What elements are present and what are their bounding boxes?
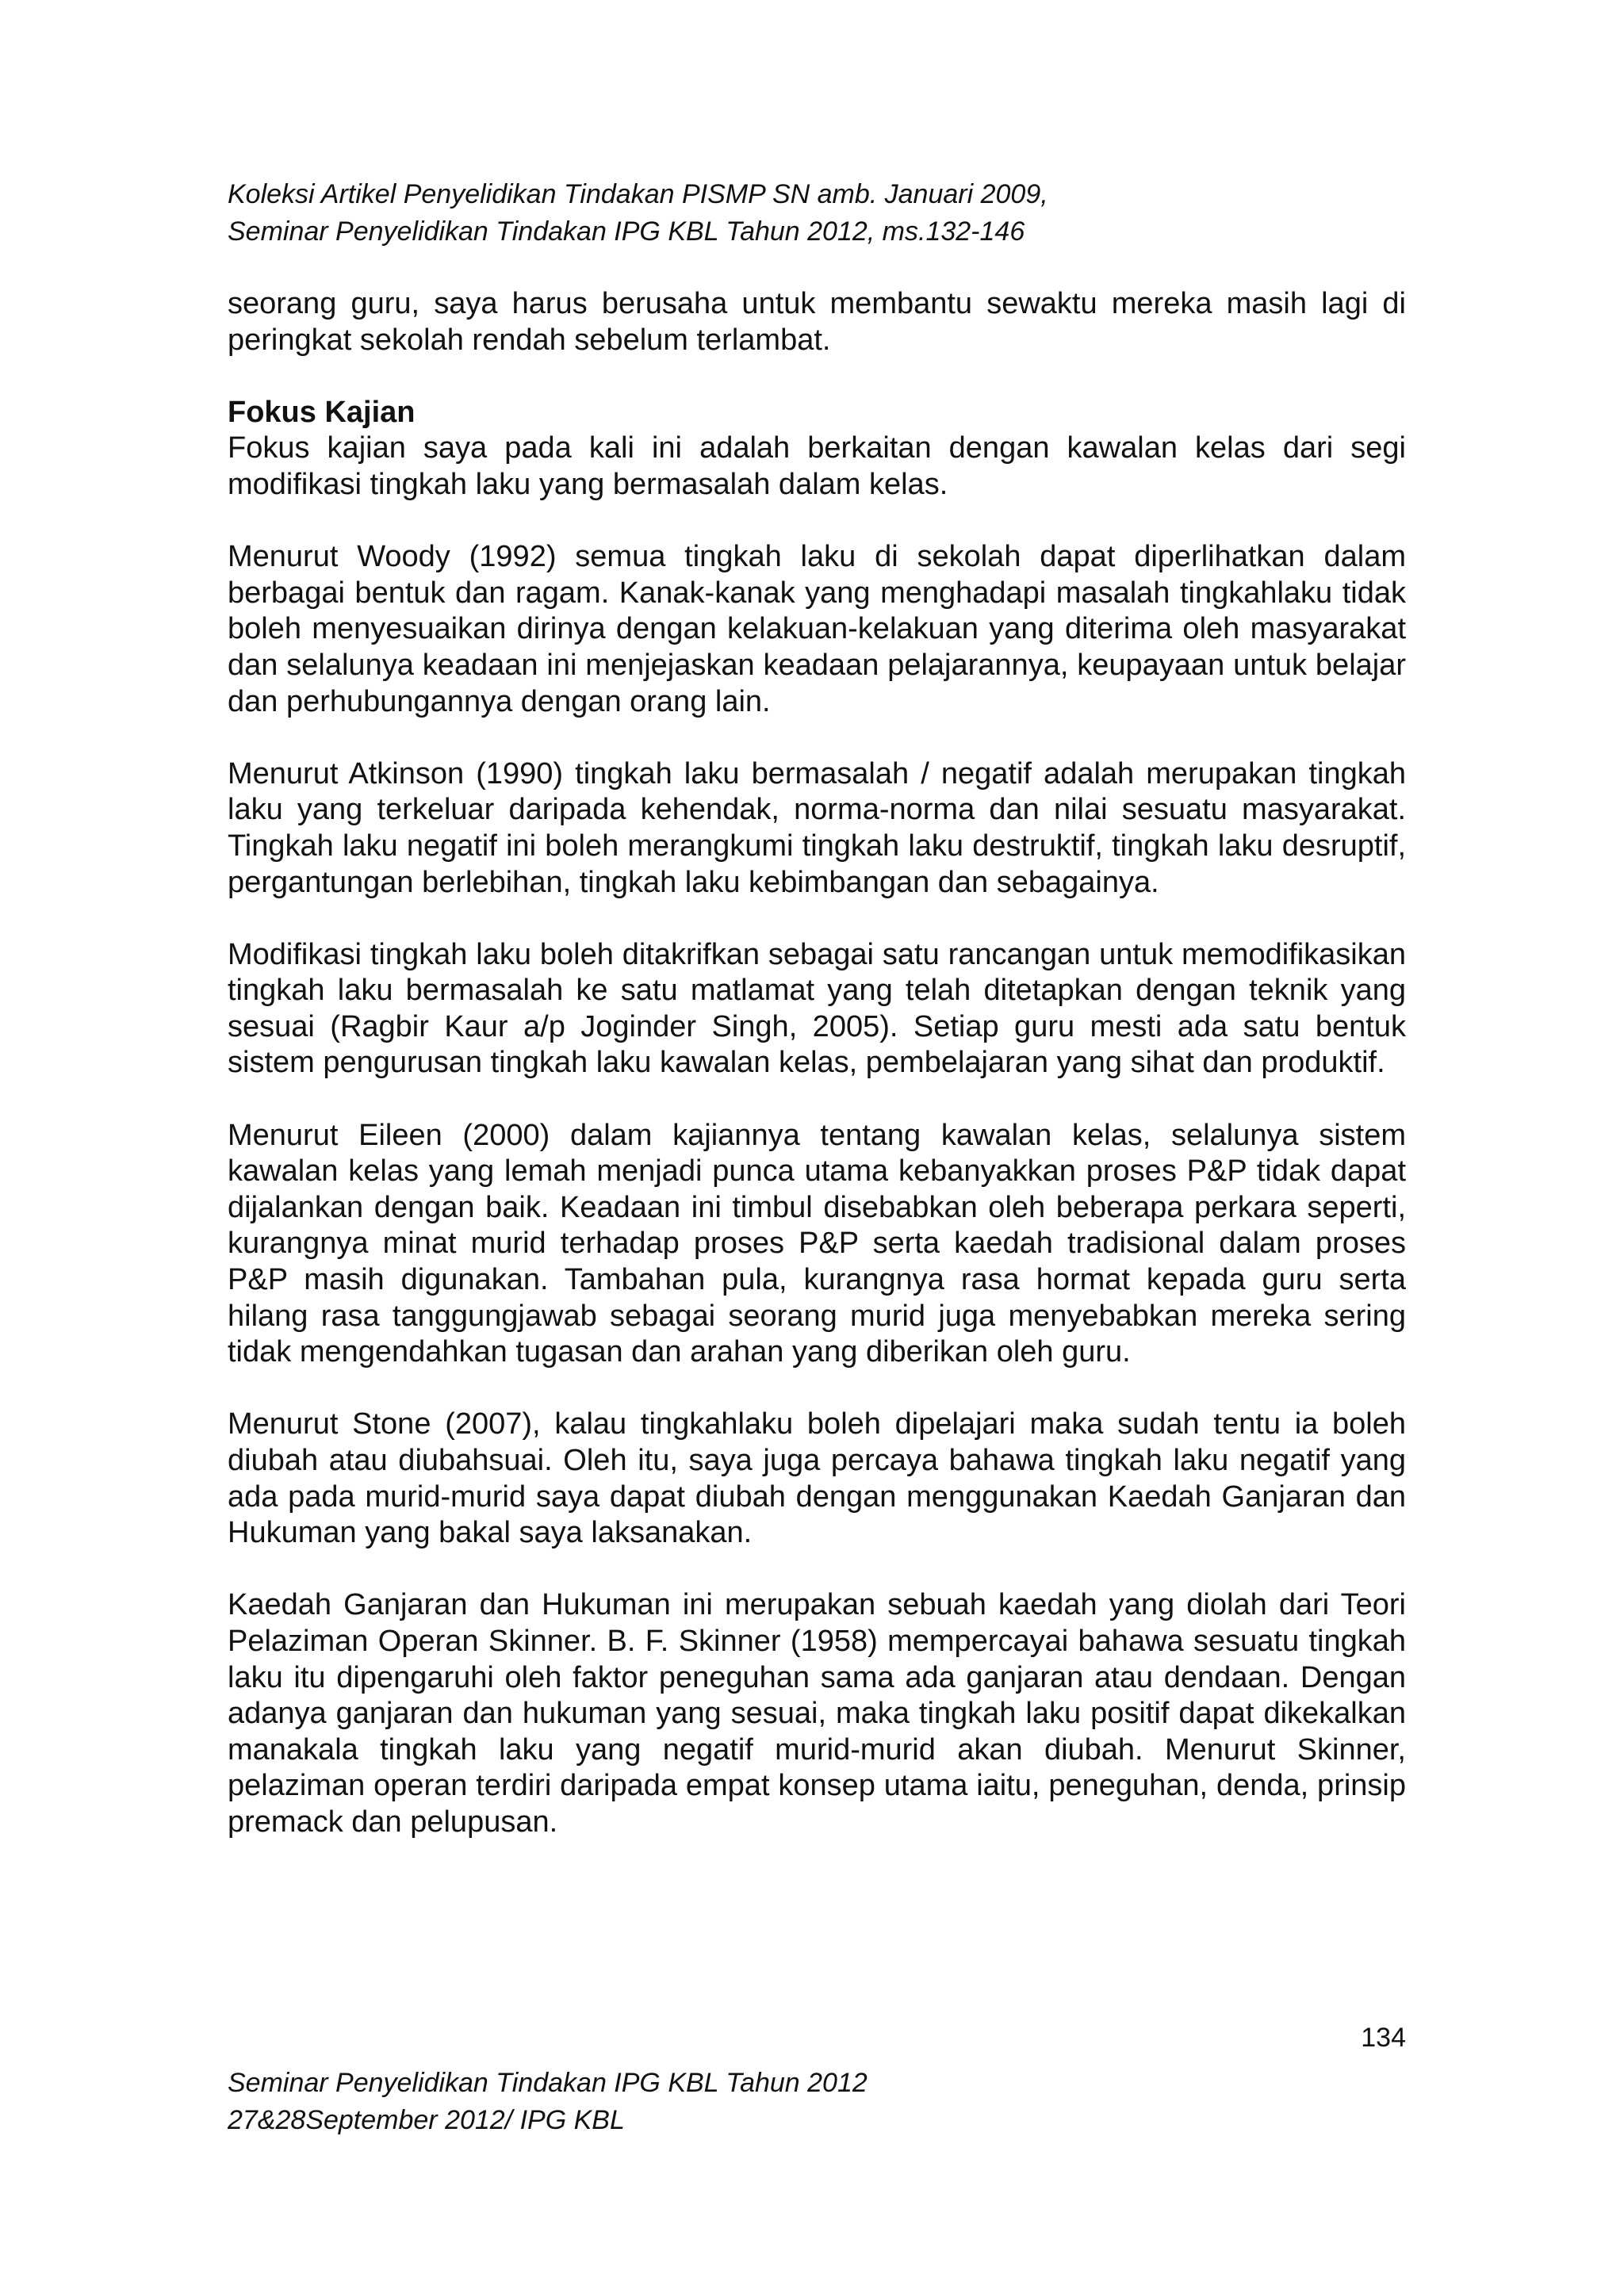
header-line-1: Koleksi Artikel Penyelidikan Tindakan PISMP SN amb. Januari 2009, bbox=[228, 179, 1048, 209]
body-text bbox=[228, 286, 1406, 1841]
paragraph: Menurut Eileen (2000) dalam kajiannya tentang kawalan kelas, selalunya sistem kawalan kelas yang lemah menjadi punca utama kebanyakkan proses P&P tidak dapat dijalankan dengan baik. Keadaan ini timbul disebabkan oleh beberapa perkara seperti, kurangnya minat murid terhadap proses P&P serta kaedah tradisional dalam proses P&P masih digunakan. Tambahan pula, kurangnya rasa hormat kepada guru serta hilang rasa tanggungjawab sebagai seorang murid juga menyebabkan mereka sering tidak mengendahkan tugasan dan arahan yang diberikan oleh guru. bbox=[228, 1118, 1406, 1369]
running-header bbox=[228, 176, 1417, 251]
paragraph: Kaedah Ganjaran dan Hukuman ini merupakan sebuah kaedah yang diolah dari Teori Pelaziman Operan Skinner. B. F. Skinner (1958) mempercayai bahawa sesuatu tingkah laku itu dipengaruhi oleh faktor peneguhan sama ada ganjaran atau dendaan. Dengan adanya ganjaran dan hukuman yang sesuai, maka tingkah laku positif dapat dikekalkan manakala tingkah laku yang negatif murid-murid akan diubah. Menurut Skinner, pelaziman operan terdiri daripada empat konsep utama iaitu, peneguhan, denda, prinsip premack dan pelupusan. bbox=[228, 1588, 1406, 1839]
paragraph: Fokus kajian saya pada kali ini adalah berkaitan dengan kawalan kelas dari segi modifikasi tingkah laku yang bermasalah dalam kelas. bbox=[228, 431, 1406, 501]
footer-line-2: 27&28September 2012/ IPG KBL bbox=[228, 2105, 625, 2135]
footer-line-1: Seminar Penyelidikan Tindakan IPG KBL Tahun 2012 bbox=[228, 2068, 868, 2098]
paragraph: Menurut Atkinson (1990) tingkah laku bermasalah / negatif adalah merupakan tingkah laku yang terkeluar daripada kehendak, norma-norma dan nilai sesuatu masyarakat. Tingkah laku negatif ini boleh merangkumi tingkah laku destruktif, tingkah laku desruptif, pergantungan berlebihan, tingkah laku kebimbangan dan sebagainya. bbox=[228, 756, 1406, 899]
paragraph: Menurut Woody (1992) semua tingkah laku di sekolah dapat diperlihatkan dalam berbagai bentuk dan ragam. Kanak-kanak yang menghadapi masalah tingkahlaku tidak boleh menyesuaikan dirinya dengan kelakuan-kelakuan yang diterima oleh masyarakat dan selalunya keadaan ini menjejaskan keadaan pelajarannya, keupayaan untuk belajar dan perhubungannya dengan orang lain. bbox=[228, 540, 1406, 718]
running-footer bbox=[228, 2065, 1417, 2139]
header-line-2: Seminar Penyelidikan Tindakan IPG KBL Tahun 2012, ms.132-146 bbox=[228, 216, 1025, 247]
page-number: 134 bbox=[1361, 2023, 1406, 2053]
section-heading: Fokus Kajian bbox=[228, 395, 416, 429]
intro-paragraph: seorang guru, saya harus berusaha untuk membantu sewaktu mereka masih lagi di peringkat sekolah rendah sebelum terlambat. bbox=[228, 287, 1406, 357]
paragraph: Modifikasi tingkah laku boleh ditakrifkan sebagai satu rancangan untuk memodifikasikan tingkah laku bermasalah ke satu matlamat yang telah ditetapkan dengan teknik yang sesuai (Ragbir Kaur a/p Joginder Singh, 2005). Setiap guru mesti ada satu bentuk sistem pengurusan tingkah laku kawalan kelas, pembelajaran yang sihat dan produktif. bbox=[228, 937, 1406, 1080]
paragraph: Menurut Stone (2007), kalau tingkahlaku boleh dipelajari maka sudah tentu ia boleh diubah atau diubahsuai. Oleh itu, saya juga percaya bahawa tingkah laku negatif yang ada pada murid-murid saya dapat diubah dengan menggunakan Kaedah Ganjaran dan Hukuman yang bakal saya laksanakan. bbox=[228, 1407, 1406, 1550]
